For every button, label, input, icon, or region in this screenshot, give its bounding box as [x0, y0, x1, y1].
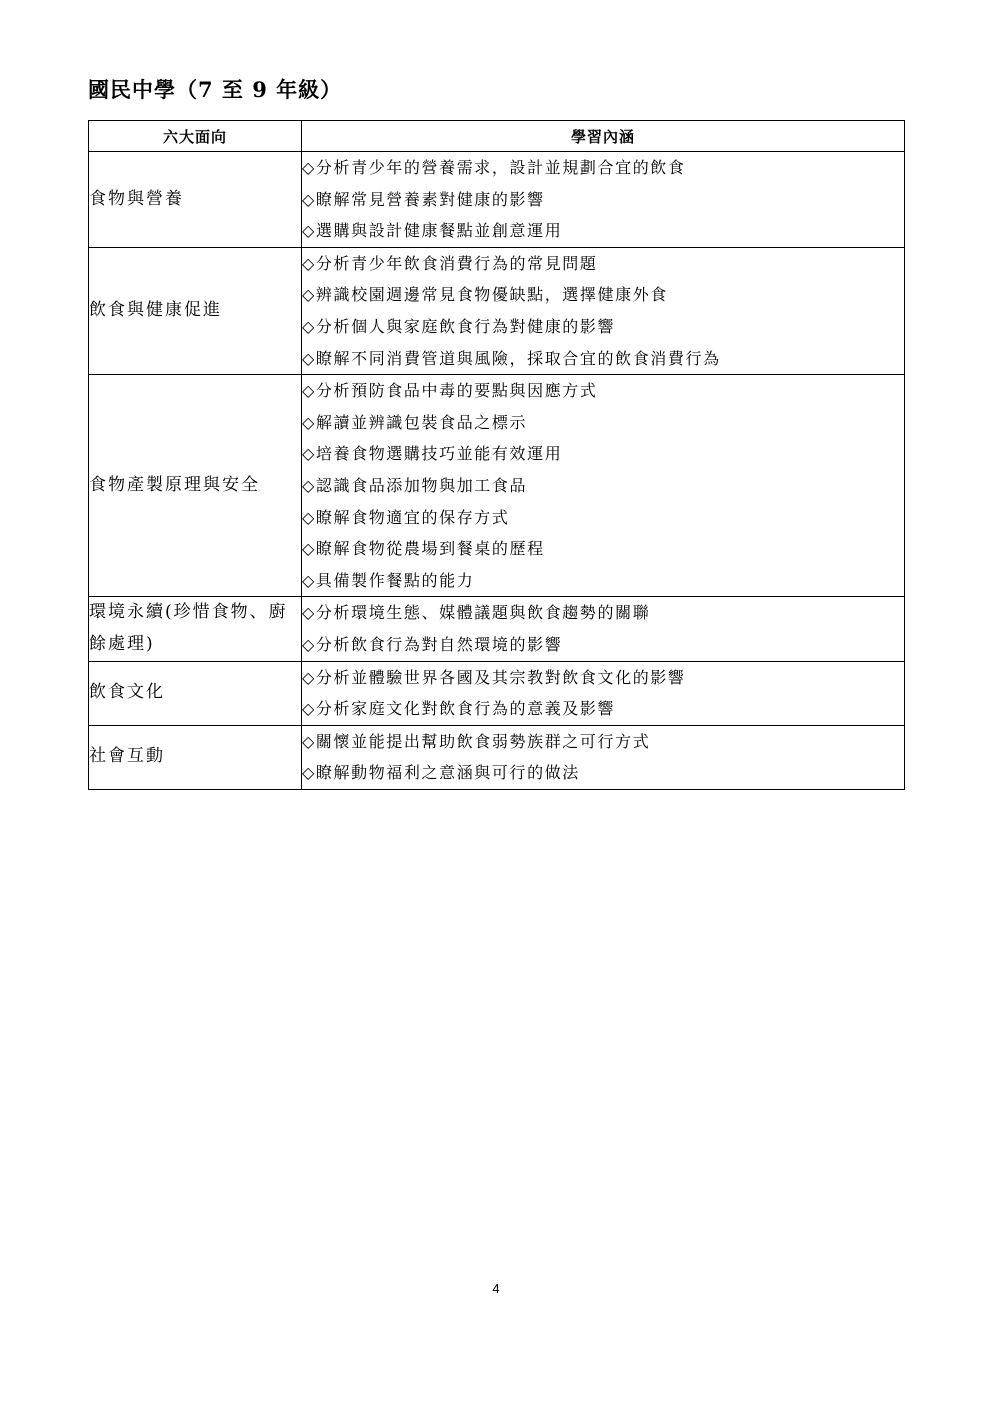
list-item: ◇培養食物選購技巧並能有效運用 [302, 444, 563, 464]
page-number: 4 [492, 1281, 500, 1296]
list-item: ◇瞭解不同消費管道與風險，採取合宜的飲食消費行為 [302, 348, 721, 368]
list-item: ◇選購與設計健康餐點並創意運用 [302, 221, 563, 241]
aspect-cell: 食物與營養 [89, 152, 302, 248]
table-header-row [89, 121, 905, 152]
list-item: ◇瞭解動物福利之意涵與可行的做法 [302, 763, 580, 783]
list-item: ◇解讀並辨識包裝食品之標示 [302, 412, 528, 432]
list-item: ◇具備製作餐點的能力 [302, 570, 475, 590]
aspect-cell: 社會互動 [89, 725, 302, 789]
list-item: ◇瞭解食物適宜的保存方式 [302, 507, 510, 527]
page-title: 國民中學（7 至 9 年級） [88, 77, 343, 102]
content-cell [302, 661, 905, 725]
aspect-cell: 環境永續(珍惜食物、廚餘處理) [89, 597, 302, 661]
content-cell [302, 725, 905, 789]
aspect-cell: 飲食文化 [89, 661, 302, 725]
list-item: ◇分析預防食品中毒的要點與因應方式 [302, 381, 598, 401]
list-item: ◇辨識校園週邊常見食物優缺點，選擇健康外食 [302, 285, 668, 305]
list-item: ◇分析家庭文化對飲食行為的意義及影響 [302, 699, 616, 719]
aspect-cell: 飲食與健康促進 [89, 247, 302, 374]
content-cell [302, 375, 905, 597]
header-aspect: 六大面向 [89, 121, 302, 152]
content-cell [302, 247, 905, 374]
list-item: ◇分析個人與家庭飲食行為對健康的影響 [302, 316, 616, 336]
list-item: ◇關懷並能提出幫助飲食弱勢族群之可行方式 [302, 731, 651, 751]
curriculum-table [88, 120, 905, 790]
list-item: ◇瞭解常見營養素對健康的影響 [302, 189, 545, 209]
table-row-diet-health [89, 247, 905, 374]
list-item: ◇分析飲食行為對自然環境的影響 [302, 634, 563, 654]
aspect-cell: 食物產製原理與安全 [89, 375, 302, 597]
content-cell [302, 597, 905, 661]
table-row-food-nutrition [89, 152, 905, 248]
table-row-social-interaction [89, 725, 905, 789]
list-item: ◇瞭解食物從農場到餐桌的歷程 [302, 539, 545, 559]
header-content: 學習內涵 [302, 121, 905, 152]
list-item: ◇分析環境生態、媒體議題與飲食趨勢的關聯 [302, 603, 651, 623]
list-item: ◇認識食品添加物與加工食品 [302, 475, 528, 495]
table-row-food-production-safety [89, 375, 905, 597]
table-row-food-culture [89, 661, 905, 725]
list-item: ◇分析並體驗世界各國及其宗教對飲食文化的影響 [302, 667, 686, 687]
list-item: ◇分析青少年飲食消費行為的常見問題 [302, 253, 598, 273]
content-cell [302, 152, 905, 248]
list-item: ◇分析青少年的營養需求，設計並規劃合宜的飲食 [302, 158, 686, 177]
table-row-environment [89, 597, 905, 661]
